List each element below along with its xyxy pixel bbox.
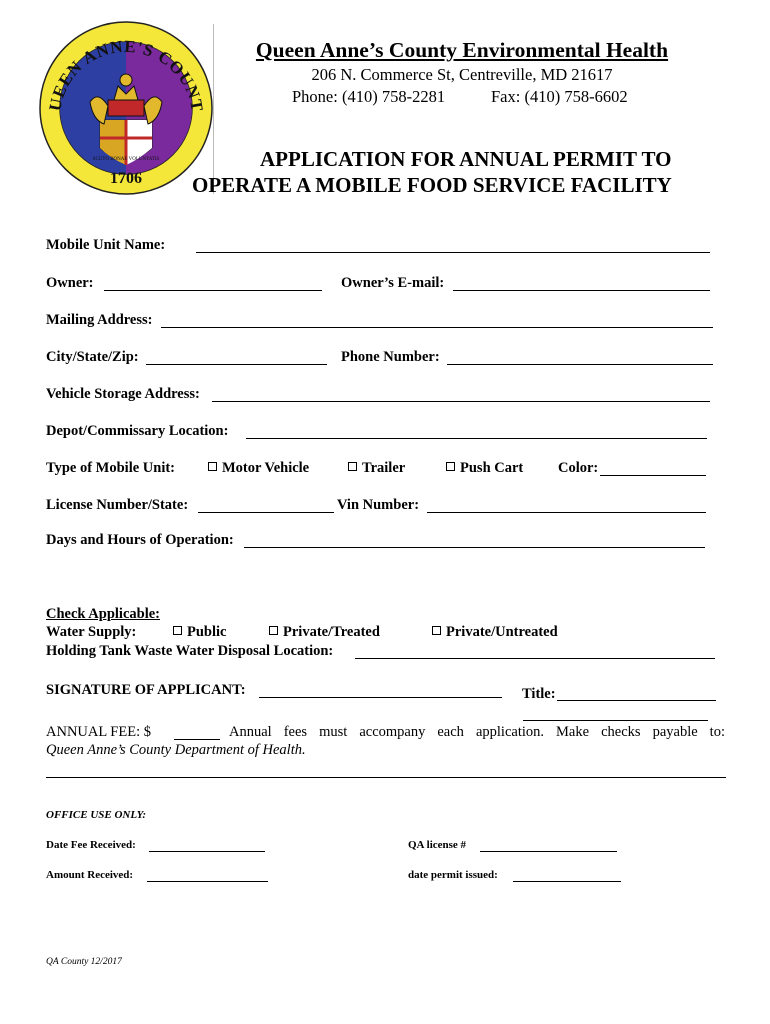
private-untreated-label: Private/Untreated [446,624,558,640]
private-untreated-checkbox[interactable] [432,626,441,635]
motor-vehicle-label: Motor Vehicle [222,460,310,476]
private-treated-option[interactable] [269,624,380,641]
owner-email-field[interactable] [453,290,710,291]
trailer-label: Trailer [362,460,406,476]
private-treated-label: Private/Treated [283,624,380,640]
phone-number-field[interactable] [447,364,713,365]
public-option[interactable] [173,624,226,641]
water-supply-label: Water Supply: [46,624,137,640]
license-field[interactable] [198,512,334,513]
section-divider [46,777,726,778]
mailing-address-field[interactable] [161,327,713,328]
annual-fee-label [46,724,151,741]
qa-license-field[interactable] [480,851,617,852]
motor-vehicle-option[interactable] [208,460,309,477]
form-title-line2: OPERATE A MOBILE FOOD SERVICE FACILITY [192,173,672,197]
mailing-address-label: Mailing Address: [46,312,153,328]
title-field[interactable] [557,700,716,701]
seal-ring-text: UEEN ANNE'S COUNT [45,36,207,114]
owner-field[interactable] [104,290,322,291]
mobile-unit-name-field[interactable] [196,252,710,253]
owner-email-label: Owner’s E-mail: [341,275,445,291]
footer-revision: QA County 12/2017 [46,957,122,967]
agency-fax: Fax: (410) 758-6602 [491,87,628,106]
private-treated-checkbox[interactable] [269,626,278,635]
depot-field[interactable] [246,438,707,439]
annual-fee-text: ANNUAL FEE: $ [46,724,151,740]
amount-field[interactable] [147,881,268,882]
date-fee-label: Date Fee Received: [46,839,136,851]
mobile-unit-name-label: Mobile Unit Name: [46,237,166,253]
holding-tank-label: Holding Tank Waste Water Disposal Location: [46,643,334,659]
office-use-heading: OFFICE USE ONLY: [46,809,147,821]
agency-address: 206 N. Commerce St, Centreville, MD 21617 [311,65,613,84]
motor-vehicle-checkbox[interactable] [208,462,217,471]
agency-title: Queen Anne’s County Environmental Health [255,38,669,62]
annual-fee-field[interactable] [174,739,220,740]
public-checkbox[interactable] [173,626,182,635]
fee-payee: Queen Anne’s County Department of Health. [46,742,306,758]
owner-label: Owner: [46,275,94,291]
push-cart-option[interactable] [446,460,523,477]
trailer-checkbox[interactable] [348,462,357,471]
date-fee-field[interactable] [149,851,265,852]
signature-label: SIGNATURE OF APPLICANT: [46,682,246,698]
holding-tank-field[interactable] [355,658,715,659]
city-state-zip-label: City/State/Zip: [46,349,139,365]
days-hours-field[interactable] [244,547,705,548]
signature-field[interactable] [259,697,502,698]
seal-motto: SCUTO BONAE VOLUNTATIS [92,157,160,162]
date-permit-label: date permit issued: [408,869,498,881]
date-permit-field[interactable] [513,881,621,882]
vehicle-storage-field[interactable] [212,401,710,402]
check-applicable-heading: Check Applicable: [46,606,160,622]
form-title-line1: APPLICATION FOR ANNUAL PERMIT TO [260,147,672,171]
type-of-unit-label: Type of Mobile Unit: [46,460,176,476]
private-untreated-option[interactable] [432,624,558,641]
fee-note: Annual fees must accompany each application. Make checks payable to: [229,724,725,740]
push-cart-label: Push Cart [460,460,524,476]
days-hours-label: Days and Hours of Operation: [46,532,234,548]
license-label: License Number/State: [46,497,189,513]
city-state-zip-field[interactable] [146,364,327,365]
color-label: Color: [558,460,599,476]
public-label: Public [187,624,227,640]
color-field[interactable] [600,475,706,476]
trailer-option[interactable] [348,460,405,477]
qa-license-label: QA license # [408,839,467,851]
title-field-line2[interactable] [523,720,708,721]
county-seal [38,20,214,196]
vin-label: Vin Number: [337,497,420,513]
agency-phone: Phone: (410) 758-2281 [292,87,446,106]
vin-field[interactable] [427,512,706,513]
push-cart-checkbox[interactable] [446,462,455,471]
amount-label: Amount Received: [46,869,134,881]
title-label: Title: [522,686,556,702]
depot-label: Depot/Commissary Location: [46,423,229,439]
phone-number-label: Phone Number: [341,349,440,365]
vehicle-storage-label: Vehicle Storage Address: [46,386,200,402]
seal-year: 1706 [110,170,142,187]
